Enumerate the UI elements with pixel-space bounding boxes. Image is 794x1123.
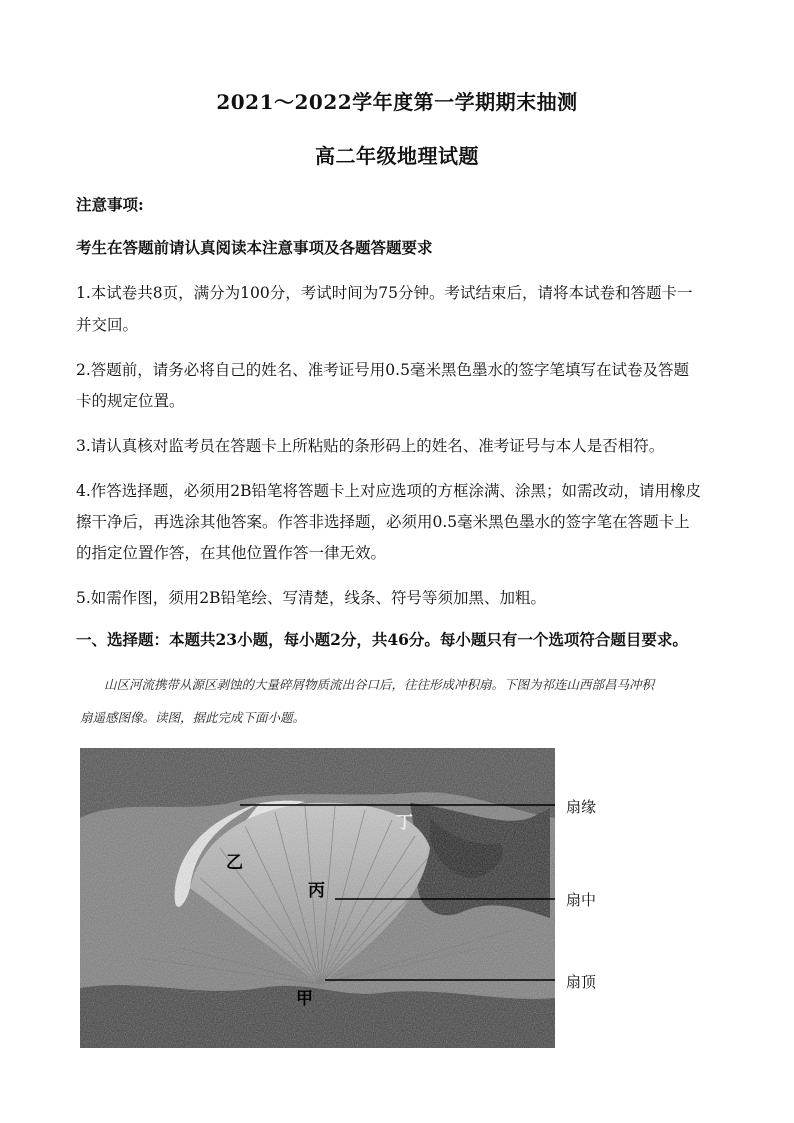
notice-intro: 考生在答题前请认真阅读本注意事项及各题答题要求: [76, 238, 433, 257]
alluvial-fan-remote-sensing-image: [80, 748, 555, 1048]
notice-item-1-line-2: 并交回。: [76, 316, 139, 334]
exam-subtitle: 高二年级地理试题: [315, 144, 479, 168]
callout-fan-apex: 扇顶: [566, 973, 597, 991]
callout-fan-middle: 扇中: [566, 891, 597, 909]
notice-item-1-line-1: 1.本试卷共8页，满分为100分，考试时间为75分钟。考试结束后，请将本试卷和答题卡一: [76, 284, 693, 302]
notice-item-4-line-2: 擦干净后，再选涂其他答案。作答非选择题，必须用0.5毫米黑色墨水的签字笔在答题卡上: [76, 513, 690, 531]
exam-title: 2021～2022学年度第一学期期末抽测: [216, 90, 578, 114]
map-mark-ding: 丁: [396, 813, 413, 833]
callout-fan-edge: 扇缘: [566, 798, 597, 816]
notice-item-2-line-1: 2.答题前，请务必将自己的姓名、准考证号用0.5毫米黑色墨水的签字笔填写在试卷及答题: [76, 361, 689, 379]
notice-item-4-line-1: 4.作答选择题，必须用2B铅笔将答题卡上对应选项的方框涂满、涂黑；如需改动，请用橡皮: [76, 482, 702, 500]
passage-line-2: 扇遥感图像。读图，据此完成下面小题。: [80, 710, 306, 725]
map-mark-yi: 乙: [226, 853, 243, 873]
notice-item-4-line-3: 的指定位置作答，在其他位置作答一律无效。: [76, 544, 387, 562]
map-mark-bing: 丙: [308, 881, 325, 901]
notice-item-2-line-2: 卡的规定位置。: [76, 392, 185, 410]
notice-heading: 注意事项:: [76, 195, 144, 214]
notice-item-5: 5.如需作图，须用2B铅笔绘、写清楚，线条、符号等须加黑、加粗。: [76, 589, 547, 607]
map-mark-jia: 甲: [296, 989, 313, 1009]
section-1-heading: 一、选择题：本题共23小题，每小题2分，共46分。每小题只有一个选项符合题目要求。: [76, 630, 688, 649]
passage-line-1: 山区河流携带从源区剥蚀的大量碎屑物质流出谷口后，往往形成冲积扇。下图为祁连山西部昌马冲积: [104, 677, 655, 692]
notice-item-3: 3.请认真核对监考员在答题卡上所粘贴的条形码上的姓名、准考证号与本人是否相符。: [76, 437, 665, 455]
